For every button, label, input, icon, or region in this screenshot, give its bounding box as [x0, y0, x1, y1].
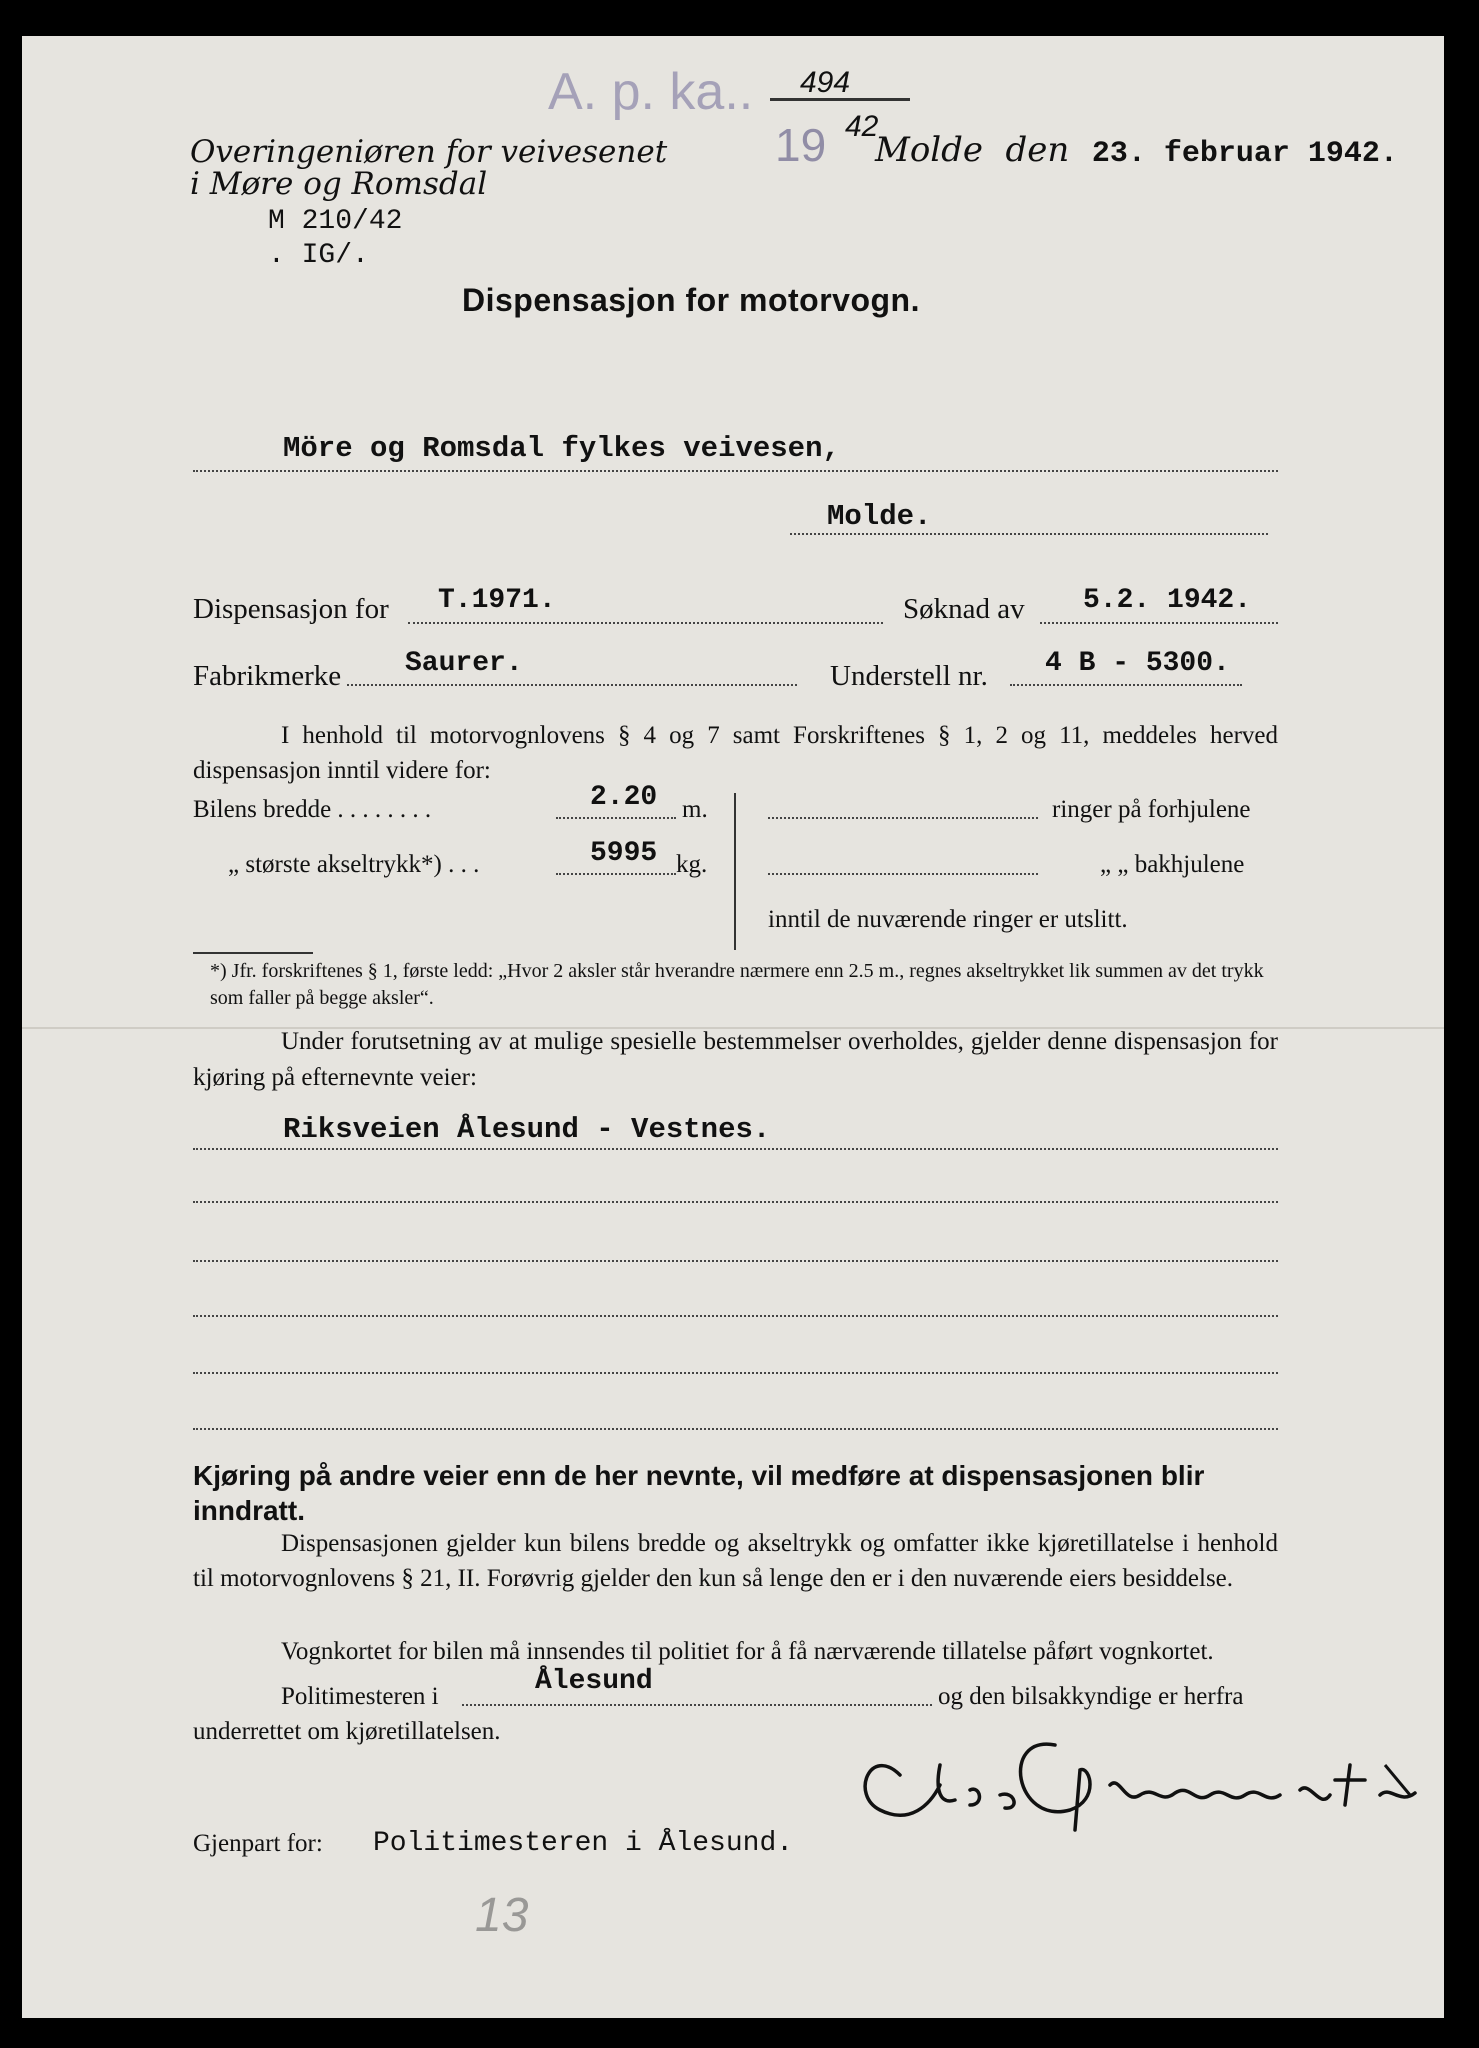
scope-paragraph: Dispensasjonen gjelder kun bilens bredde og akseltrykk og omfatter ikke kjøretillatelse i henhold til motorvognlovens § 21, II. Forøvrig gjelder den kun så lenge den er i den nuværende eiers besiddelse. — [193, 1530, 1278, 1592]
permitted-road: Riksveien Ålesund - Vestnes. — [283, 1113, 771, 1146]
pencil-mark: 13 — [475, 1889, 529, 1942]
application-date: 5.2. 1942. — [1083, 585, 1252, 616]
document-title: Dispensasjon for motorvogn. — [462, 282, 920, 318]
front-rings-line — [768, 817, 1038, 819]
received-stamp: A. p. ka.. — [548, 63, 754, 121]
reference-initials: . IG/. — [268, 240, 369, 271]
axle-unit: kg. — [676, 851, 708, 878]
city-line — [790, 533, 1268, 535]
width-unit: m. — [682, 796, 708, 823]
axle-label: „ største akseltrykk*) . . . — [228, 851, 480, 878]
intro-paragraph: I henhold til motorvognlovens § 4 og 7 samt Forskriftenes § 1, 2 og 11, meddeles herved dispensasjon inntil videre for: — [193, 722, 1278, 784]
application-label: Søknad av — [903, 593, 1025, 625]
application-line — [1040, 622, 1278, 624]
footnote-rule — [193, 952, 313, 954]
front-rings-label: ringer på forhjulene — [1052, 796, 1251, 823]
signature — [840, 1705, 1430, 1835]
police-city: Ålesund — [535, 1666, 653, 1697]
addressee-name: Möre og Romsdal fylkes veivesen, — [283, 432, 840, 465]
dispensation-for-label: Dispensasjon for — [193, 593, 389, 625]
date-prefix: den — [1005, 130, 1070, 170]
handwritten-year: 42 — [845, 110, 879, 143]
chassis-line — [1010, 684, 1242, 686]
police-label: Politimesteren i — [281, 1683, 439, 1710]
road-line-4 — [193, 1315, 1278, 1317]
police-suffix: og den bilsakkyndige er herfra — [938, 1683, 1244, 1710]
dispensation-for-line — [408, 622, 883, 624]
make-value: Saurer. — [405, 648, 523, 679]
axle-line — [556, 873, 676, 875]
width-label: Bilens bredde . . . . . . . . — [193, 796, 432, 823]
road-line-3 — [193, 1260, 1278, 1262]
warning-text: Kjøring på andre veier enn de her nevnte, vil medføre at dispensasjonen blir inndratt. — [193, 1460, 1205, 1526]
handwritten-number: 494 — [800, 66, 851, 99]
chassis-label: Understell nr. — [830, 660, 988, 692]
letter-date: 23. februar 1942. — [1091, 137, 1398, 171]
registration-paragraph: Vognkortet for bilen må innsendes til politiet for å få nærværende tillatelse påført vognkortet. — [281, 1638, 1214, 1665]
width-line — [556, 817, 676, 819]
footnote: *) Jfr. forskriftenes § 1, første ledd: „Hvor 2 aksler står hverandre nærmere enn 2.5 m., regnes akseltrykket lik summen av det trykk som faller på begge aksler“. — [210, 960, 1264, 1009]
rear-rings-label: „ „ bakhjulene — [1100, 851, 1245, 878]
reference-number: M 210/42 — [268, 206, 403, 237]
place-label: Molde — [875, 130, 984, 170]
road-line-2 — [193, 1201, 1278, 1203]
axle-value: 5995 — [590, 838, 658, 869]
place-date — [875, 130, 1398, 171]
copy-label: Gjenpart for: — [193, 1830, 323, 1857]
roads-paragraph: Under forutsetning av at mulige spesielle bestemmelser overholdes, gjelder denne dispensasjon for kjøring på efternevnte veier: — [193, 1028, 1278, 1091]
column-divider — [734, 793, 736, 950]
make-line — [347, 684, 797, 686]
road-line-5 — [193, 1372, 1278, 1374]
stamp-year: 19 — [775, 119, 827, 171]
addressee-line — [193, 470, 1278, 472]
width-value: 2.20 — [590, 782, 658, 813]
road-line-6 — [193, 1428, 1278, 1430]
make-label: Fabrikmerke — [193, 660, 342, 692]
road-line-1 — [193, 1148, 1278, 1150]
copy-recipient: Politimesteren i Ålesund. — [373, 1828, 794, 1859]
police-continuation: underrettet om kjøretillatelsen. — [193, 1718, 501, 1745]
addressee-city: Molde. — [827, 500, 932, 533]
rear-rings-line — [768, 873, 1038, 875]
issuer-line-2: i Møre og Romsdal — [190, 166, 488, 202]
issuer-line-1: Overingeniøren for veivesenet — [190, 134, 668, 170]
chassis-value: 4 B - 5300. — [1045, 648, 1230, 679]
dispensation-for-value: T.1971. — [438, 585, 556, 616]
rings-note: inntil de nuværende ringer er utslitt. — [768, 906, 1128, 933]
